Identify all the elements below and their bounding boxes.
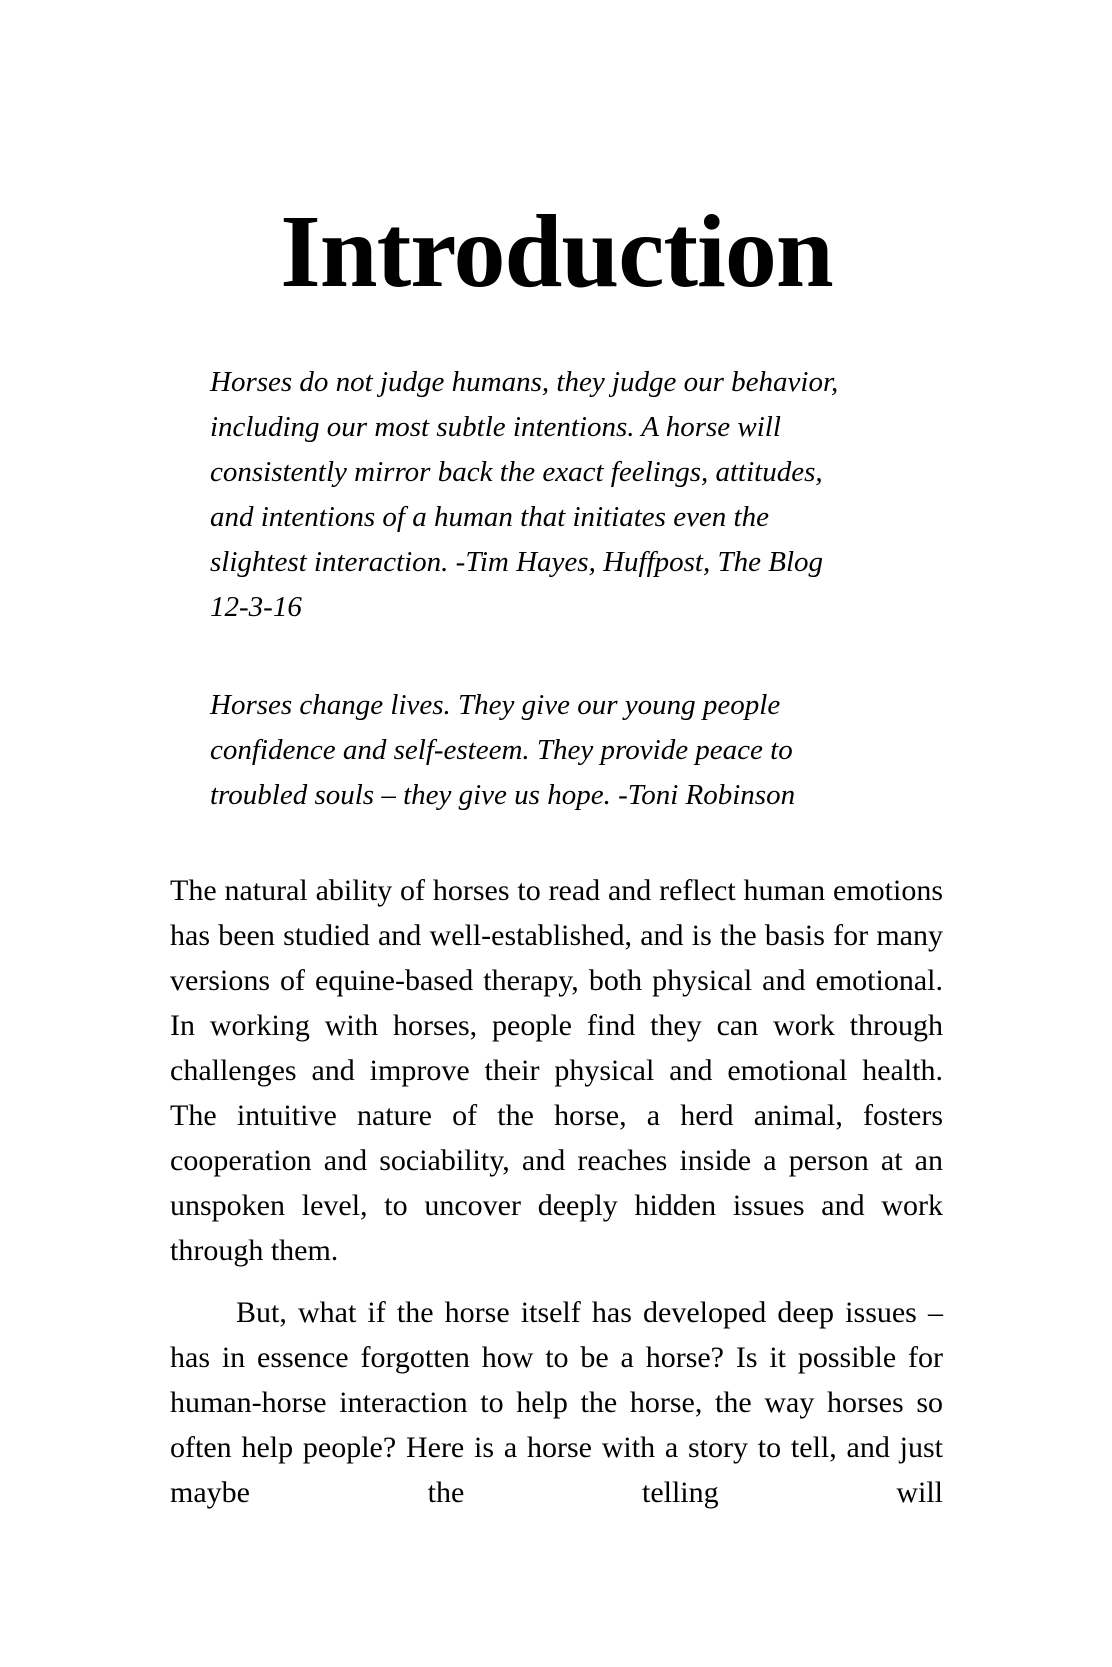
chapter-title: Introduction: [280, 194, 833, 309]
body-paragraph: But, what if the horse itself has developed deep issues – has in essence forgotten how to be a horse? Is it possible for human-horse interaction to help the horse, the way horses so often help people? Here is a horse with a story to tell, and just maybe the telling will: [170, 1296, 943, 1509]
body-paragraph: The natural ability of horses to read and reflect human emotions has been studied and well-established, and is the basis for many versions of equine-based therapy, both physical and emotional. In working with horses, people find they can work through challenges and improve their physical and emotional health. The intuitive nature of the horse, a herd animal, fosters cooperation and sociability, and reaches inside a person at an unspoken level, to uncover deeply hidden issues and work through them.: [170, 874, 943, 1267]
epigraph-quote-toni-robinson: Horses change lives. They give our young people confidence and self-esteem. They provide peace to troubled souls – they give us hope. -Toni Robinson: [210, 689, 796, 811]
epigraph-section: [170, 360, 943, 818]
epigraph-quote-tim-hayes: Horses do not judge humans, they judge our behavior, including our most subtle intentions. A horse will consistently mirror back the exact feelings, attitudes, and intentions of a human that initiates even the slightest interaction. -Tim Hayes, Huffpost, The Blog 12-3-16: [210, 366, 839, 623]
